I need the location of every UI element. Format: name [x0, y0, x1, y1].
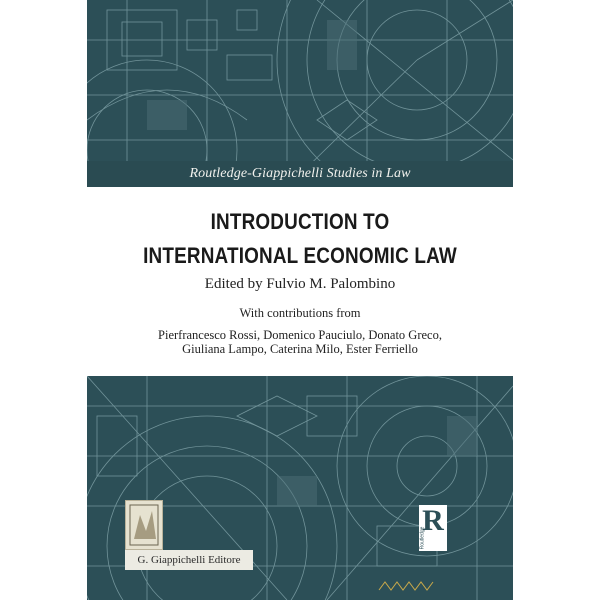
- routledge-logo: [419, 505, 447, 551]
- book-cover: [87, 0, 513, 600]
- routledge-wordmark: Routledge: [419, 526, 426, 550]
- contributions-intro: With contributions from: [239, 306, 361, 320]
- emblem-illustration: [126, 501, 162, 549]
- book-title: [117, 205, 483, 273]
- series-band: [87, 161, 513, 187]
- publisher-band: [125, 550, 253, 570]
- title-line-1: INTRODUCTION TO: [210, 209, 390, 234]
- title-line-2: INTERNATIONAL ECONOMIC LAW: [143, 243, 457, 268]
- giappichelli-emblem: [125, 500, 163, 550]
- editor-credit: Edited by Fulvio M. Palombino: [204, 276, 396, 292]
- gold-ornament-icon: [377, 580, 437, 592]
- publisher-name: G. Giappichelli Editore: [137, 554, 241, 566]
- series-title: Routledge-Giappichelli Studies in Law: [189, 166, 411, 181]
- cover-top-artwork: [87, 0, 513, 187]
- routledge-r-icon: R: [422, 504, 444, 537]
- contributors-line-2: Giuliana Lampo, Caterina Milo, Ester Ferriello: [182, 342, 418, 356]
- architectural-blueprint-art: [87, 0, 513, 187]
- contributors-line-1: Pierfrancesco Rossi, Domenico Pauciulo, Donato Greco,: [158, 328, 442, 342]
